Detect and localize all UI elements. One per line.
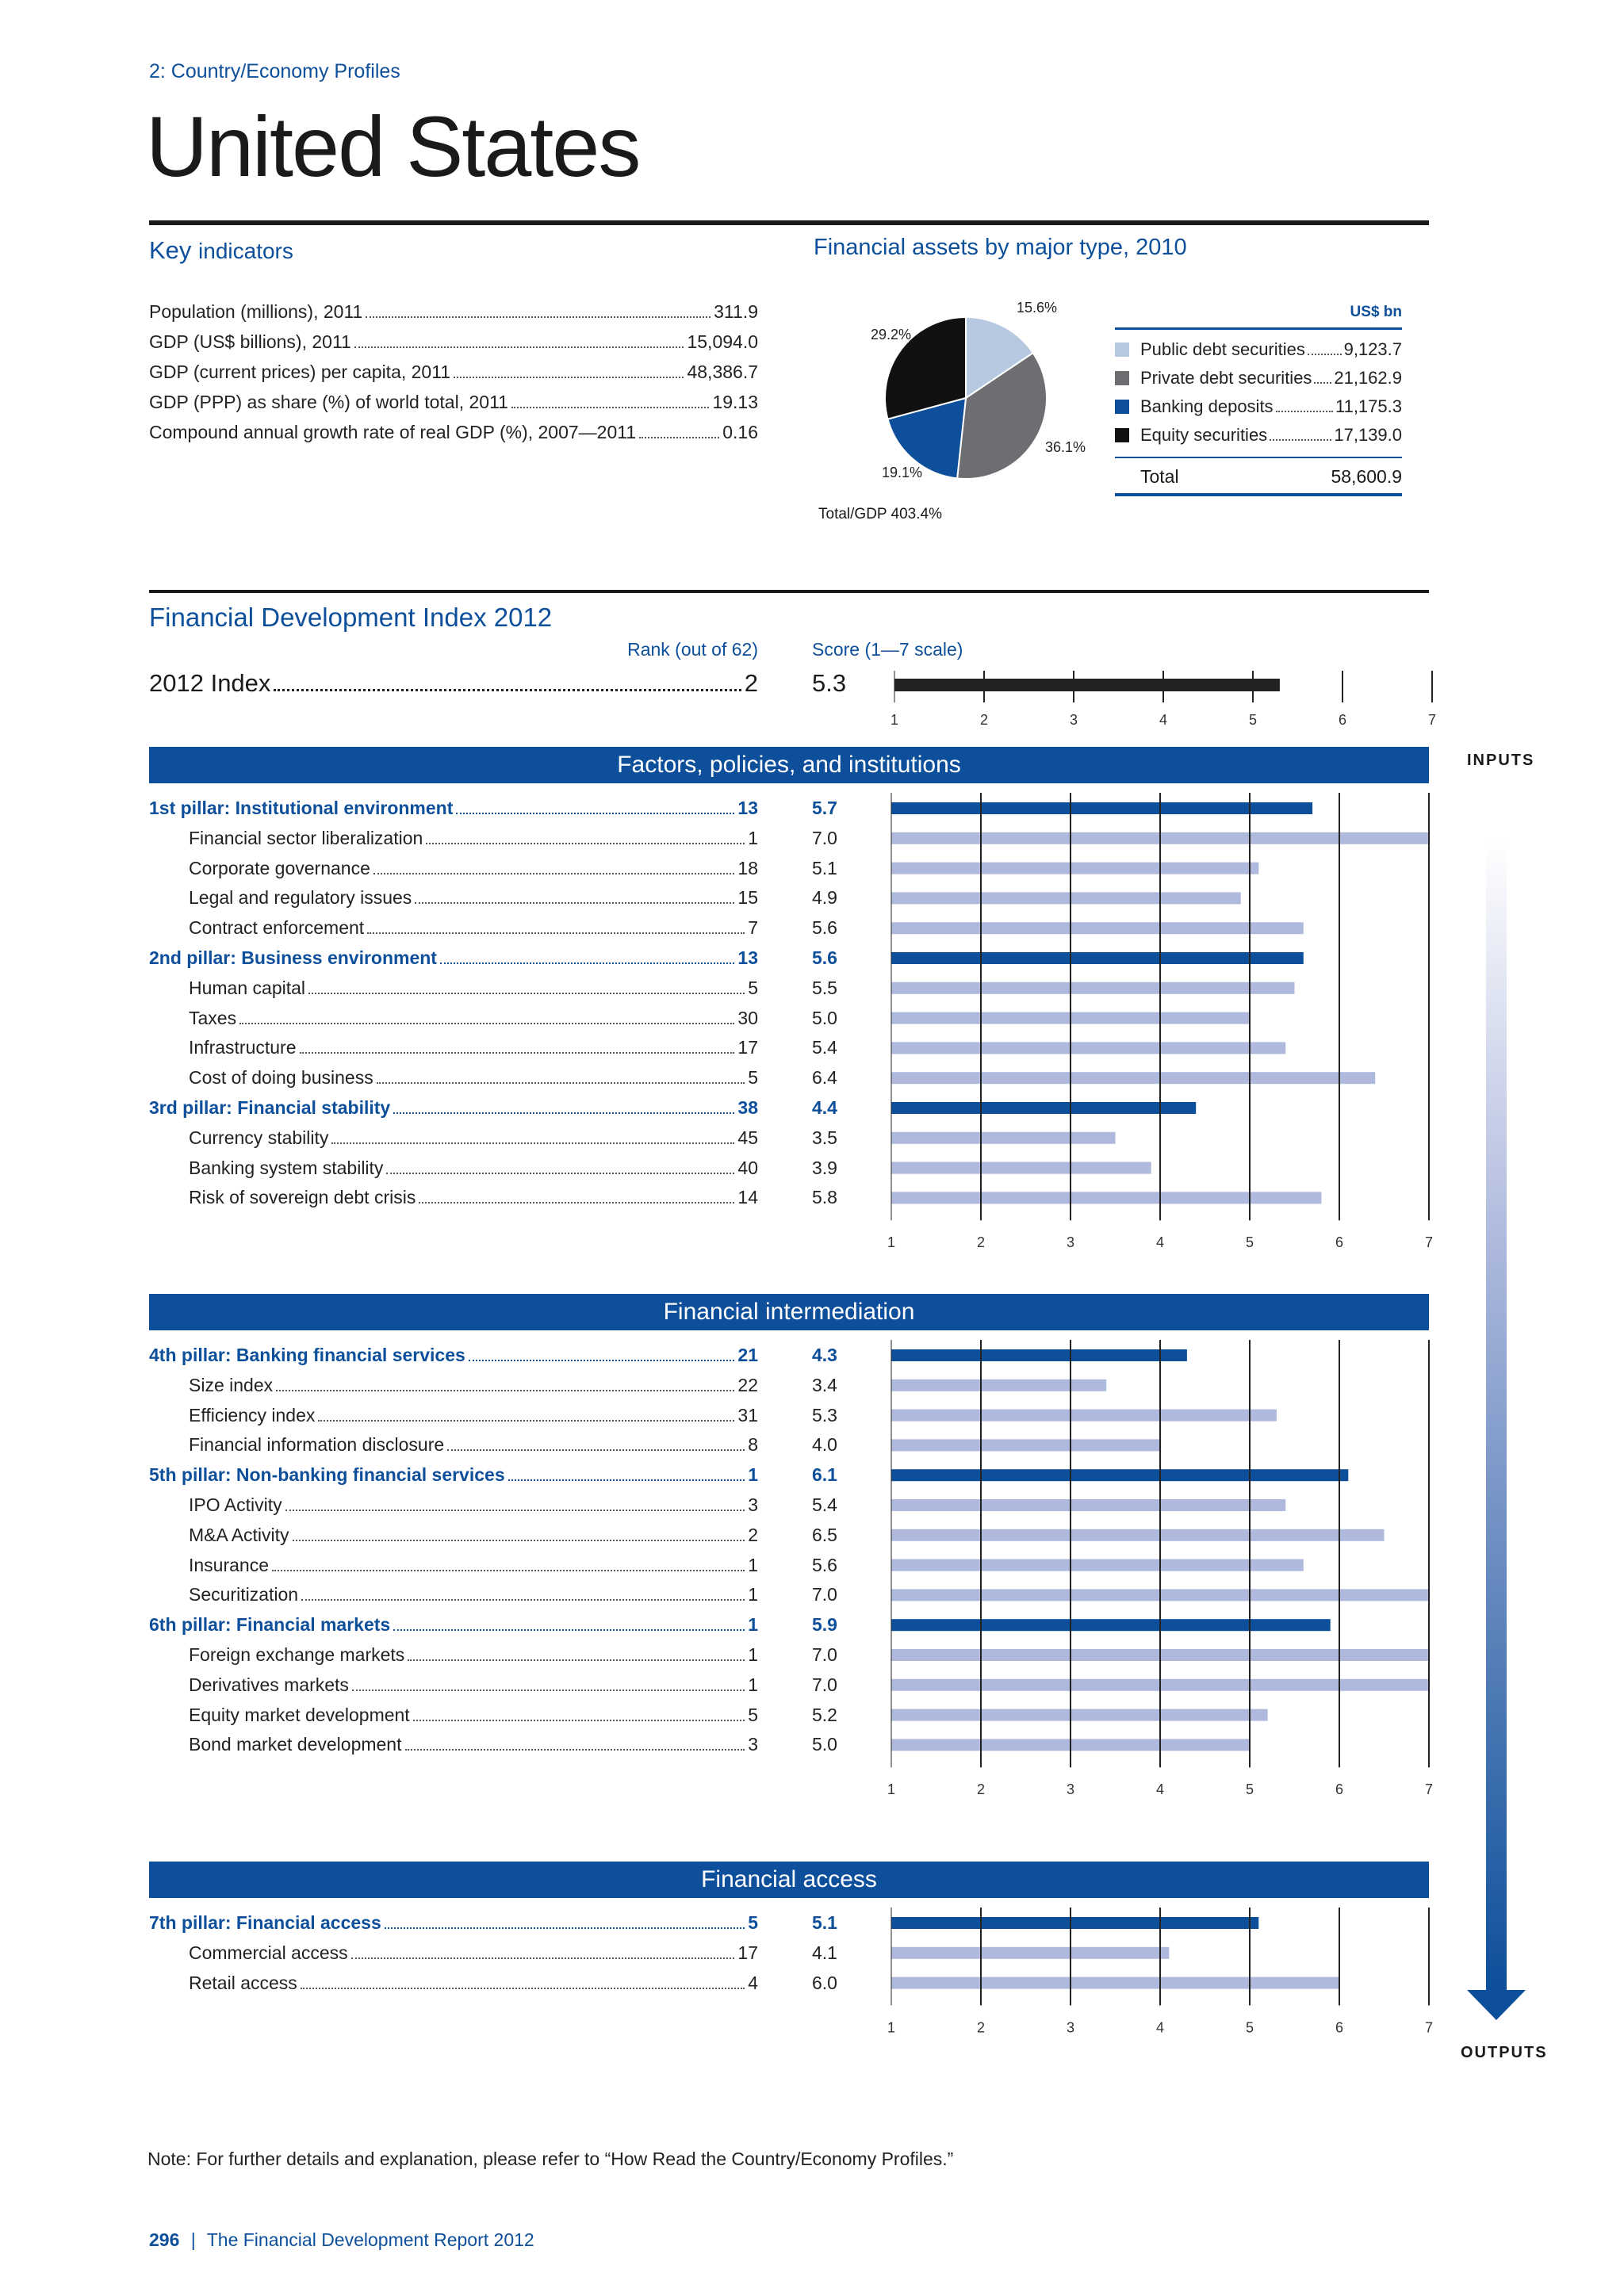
footer (149, 2229, 534, 2251)
row-label: Equity market development (189, 1704, 410, 1725)
row-rank: 45 (737, 1127, 758, 1148)
row-leader (276, 1390, 734, 1391)
row-leader (308, 993, 745, 994)
axis-tick-label: 5 (1245, 2019, 1254, 2036)
axis-tick-label: 1 (890, 712, 899, 728)
row-label: Derivatives markets (189, 1674, 349, 1695)
key-indicator-row (149, 422, 758, 443)
sub-indicator-row (189, 1555, 758, 1576)
row-score: 5.5 (812, 977, 837, 998)
row-score: 5.6 (812, 917, 837, 939)
legend-swatch (1115, 400, 1129, 414)
row-score: 6.5 (812, 1524, 837, 1545)
row-label: Human capital (189, 977, 306, 998)
row-rank: 3 (748, 1734, 758, 1755)
assets-pie-chart (848, 293, 1110, 515)
axis-tick-label: 6 (1338, 712, 1347, 728)
row-label: Infrastructure (189, 1037, 297, 1058)
row-leader (456, 813, 734, 814)
row-leader (419, 1202, 734, 1203)
legend-bottom-rule (1115, 493, 1402, 496)
row-score: 5.9 (812, 1614, 837, 1636)
index-rank: 2 (744, 669, 758, 697)
row-score: 3.4 (812, 1374, 837, 1395)
key-indicator-row (149, 301, 758, 323)
row-score: 7.0 (812, 1584, 837, 1605)
indicator-leader (354, 346, 684, 348)
row-label: Legal and regulatory issues (189, 887, 412, 909)
pillar-bar (891, 1102, 1196, 1114)
row-label: M&A Activity (189, 1524, 289, 1545)
report-title: The Financial Development Report 2012 (206, 2229, 534, 2250)
sub-indicator-bar (891, 1042, 1285, 1054)
fdi-rule (149, 590, 1429, 593)
row-rank: 17 (737, 1037, 758, 1058)
indicators-word: indicators (198, 239, 293, 263)
row-score: 4.4 (812, 1097, 837, 1118)
row-leader (318, 1420, 734, 1422)
pillar-bar (891, 1917, 1258, 1929)
sub-indicator-bar (891, 1072, 1375, 1084)
legend-swatch (1115, 428, 1129, 442)
section-banner: Financial intermediation (149, 1294, 1429, 1330)
row-label: 7th pillar: Financial access (149, 1912, 381, 1933)
axis-tick-label: 2 (976, 1234, 986, 1251)
inputs-outputs-arrow (1464, 840, 1530, 2022)
legend-swatch (1115, 342, 1129, 357)
row-leader (415, 902, 734, 904)
row-rank: 5 (748, 1704, 758, 1725)
pillar-bar (891, 1469, 1348, 1481)
row-score: 7.0 (812, 1644, 837, 1665)
legend-row (1115, 425, 1402, 446)
legend-value: 17,139.0 (1334, 425, 1402, 445)
indicator-value: 15,094.0 (687, 331, 758, 352)
index-bar-chart (891, 666, 1446, 731)
key-indicator-row (149, 362, 758, 383)
row-rank: 13 (737, 947, 758, 968)
index-score: 5.3 (812, 669, 847, 697)
row-rank: 30 (737, 1007, 758, 1028)
page-title: United States (146, 98, 640, 194)
row-leader (377, 1082, 745, 1084)
row-score: 5.1 (812, 1912, 837, 1933)
row-rank: 5 (748, 1912, 758, 1933)
row-score: 5.7 (812, 798, 837, 818)
row-rank: 3 (748, 1494, 758, 1515)
sub-indicator-row (189, 1067, 758, 1089)
row-rank: 5 (748, 977, 758, 998)
legend-leader (1270, 439, 1331, 441)
axis-tick-label: 6 (1335, 1234, 1344, 1251)
key-indicators-heading (149, 236, 293, 265)
row-label: Financial information disclosure (189, 1434, 445, 1456)
sub-indicator-bar (891, 1977, 1339, 1989)
row-rank: 40 (737, 1157, 758, 1178)
footer-separator: | (190, 2229, 196, 2250)
row-score: 5.4 (812, 1494, 837, 1515)
index-row (149, 669, 758, 698)
row-label: Taxes (189, 1007, 237, 1028)
sub-indicator-row (189, 1705, 758, 1726)
legend-label: Banking deposits (1140, 396, 1274, 416)
row-rank: 1 (748, 1464, 758, 1486)
assets-total-row (1115, 466, 1402, 488)
sub-indicator-row (189, 978, 758, 999)
axis-tick-label: 7 (1427, 712, 1437, 728)
legend-value: 21,162.9 (1334, 368, 1402, 388)
row-leader (301, 1988, 745, 1989)
legend-value: 11,175.3 (1335, 396, 1402, 416)
row-label: Size index (189, 1374, 274, 1395)
axis-tick-label: 1 (887, 2019, 896, 2036)
row-label: 2nd pillar: Business environment (149, 947, 437, 968)
row-leader (285, 1510, 745, 1511)
axis-tick-label: 7 (1424, 2019, 1434, 2036)
legend-leader (1314, 382, 1331, 384)
pillar-row (149, 1345, 758, 1366)
row-rank: 18 (737, 857, 758, 878)
sub-indicator-row (189, 1584, 758, 1605)
legend-mid-rule (1115, 457, 1402, 458)
row-score: 7.0 (812, 1674, 837, 1695)
axis-tick-label: 6 (1335, 2019, 1344, 2036)
total-gdp-label: Total/GDP 403.4% (818, 506, 942, 522)
sub-indicator-bar (891, 1192, 1321, 1203)
sub-indicator-bar (891, 892, 1241, 904)
row-label: Banking system stability (189, 1157, 384, 1178)
row-rank: 7 (748, 917, 758, 939)
row-label: IPO Activity (189, 1494, 282, 1515)
key-indicator-row (149, 392, 758, 413)
row-label: Risk of sovereign debt crisis (189, 1187, 416, 1208)
sub-indicator-bar (891, 1380, 1106, 1391)
row-label: Retail access (189, 1972, 297, 1993)
row-label: Corporate governance (189, 857, 370, 878)
row-score: 5.1 (812, 857, 837, 878)
axis-tick-label: 4 (1155, 1234, 1165, 1251)
row-leader (385, 1927, 745, 1929)
row-label: Insurance (189, 1554, 270, 1575)
assets-heading: Financial assets by major type, 2010 (814, 235, 1187, 260)
sub-indicator-bar (891, 922, 1304, 934)
row-leader (272, 1570, 745, 1571)
index-bar (894, 679, 1280, 691)
row-score: 5.6 (812, 947, 837, 968)
row-label: 5th pillar: Non-banking financial services (149, 1464, 505, 1486)
score-header: Score (1—7 scale) (812, 639, 963, 660)
key-indicator-row (149, 331, 758, 353)
top-rule (149, 220, 1429, 225)
axis-tick-label: 4 (1155, 1781, 1165, 1798)
row-rank: 38 (737, 1097, 758, 1118)
row-leader (508, 1479, 745, 1481)
row-score: 5.4 (812, 1037, 837, 1058)
row-leader (447, 1449, 745, 1451)
row-rank: 21 (737, 1345, 758, 1365)
pillar-row (149, 1614, 758, 1636)
row-leader (393, 1629, 745, 1631)
sub-indicator-bar (891, 1132, 1116, 1144)
legend-label: Public debt securities (1140, 339, 1305, 359)
row-rank: 1 (748, 1584, 758, 1605)
inputs-label: INPUTS (1467, 752, 1535, 769)
row-leader (293, 1540, 745, 1541)
row-rank: 1 (748, 1614, 758, 1636)
row-score: 5.3 (812, 1404, 837, 1425)
indicator-leader (511, 407, 709, 408)
row-label: 1st pillar: Institutional environment (149, 798, 454, 818)
axis-tick-label: 3 (1066, 1234, 1075, 1251)
row-rank: 5 (748, 1067, 758, 1089)
total-value: 58,600.9 (1331, 466, 1402, 487)
row-label: Cost of doing business (189, 1067, 373, 1089)
row-score: 7.0 (812, 827, 837, 848)
row-label: Commercial access (189, 1942, 348, 1963)
row-leader (367, 932, 745, 934)
row-leader (351, 1957, 735, 1959)
row-score: 5.2 (812, 1704, 837, 1725)
indicator-value: 48,386.7 (687, 362, 758, 382)
row-leader (413, 1720, 745, 1721)
legend-swatch (1115, 371, 1129, 385)
sub-indicator-row (189, 1674, 758, 1696)
row-score: 5.0 (812, 1734, 837, 1755)
row-label: Bond market development (189, 1734, 402, 1755)
sub-indicator-row (189, 858, 758, 879)
section-bar-chart (888, 1908, 1443, 2037)
row-label: Contract enforcement (189, 917, 365, 939)
row-label: 6th pillar: Financial markets (149, 1614, 391, 1636)
sub-indicator-row (189, 1008, 758, 1029)
sub-indicator-bar (891, 1947, 1169, 1959)
pie-slice-label: 19.1% (882, 465, 923, 480)
row-label: 4th pillar: Banking financial services (149, 1345, 465, 1365)
row-score: 6.4 (812, 1067, 837, 1089)
axis-tick-label: 1 (887, 1234, 896, 1251)
axis-tick-label: 3 (1066, 2019, 1075, 2036)
axis-tick-label: 5 (1245, 1781, 1254, 1798)
row-leader (331, 1142, 734, 1144)
axis-tick-label: 2 (979, 712, 989, 728)
row-leader (300, 1052, 735, 1054)
indicator-value: 19.13 (712, 392, 758, 412)
legend-row (1115, 339, 1402, 360)
indicator-value: 0.16 (722, 422, 758, 442)
legend-row (1115, 396, 1402, 417)
row-score: 3.5 (812, 1127, 837, 1148)
axis-tick-label: 4 (1159, 712, 1168, 728)
row-rank: 15 (737, 887, 758, 909)
axis-tick-label: 2 (976, 2019, 986, 2036)
pie-slice-label: 15.6% (1017, 300, 1058, 316)
section-bar-chart (888, 793, 1443, 1252)
section-banner: Financial access (149, 1862, 1429, 1898)
sub-indicator-row (189, 1942, 758, 1964)
sub-indicator-bar (891, 982, 1295, 994)
row-score: 4.3 (812, 1345, 837, 1365)
axis-tick-label: 1 (887, 1781, 896, 1798)
row-score: 4.1 (812, 1942, 837, 1963)
sub-indicator-row (189, 917, 758, 939)
pillar-row (149, 1464, 758, 1486)
sub-indicator-bar (891, 1162, 1151, 1174)
sub-indicator-row (189, 1405, 758, 1426)
sub-indicator-bar (891, 863, 1258, 874)
indicator-leader (366, 316, 710, 318)
row-rank: 17 (737, 1942, 758, 1963)
row-rank: 2 (748, 1524, 758, 1545)
row-label: Currency stability (189, 1127, 329, 1148)
sub-indicator-bar (891, 1709, 1268, 1721)
sub-indicator-bar (891, 1529, 1385, 1541)
row-rank: 14 (737, 1187, 758, 1208)
sub-indicator-row (189, 1494, 758, 1516)
pillar-bar (891, 1349, 1187, 1361)
row-leader (373, 873, 735, 874)
sub-indicator-bar (891, 1559, 1304, 1571)
index-label: 2012 Index (149, 669, 271, 697)
row-leader (405, 1749, 745, 1751)
index-leader (274, 689, 741, 691)
row-score: 6.1 (812, 1464, 837, 1486)
row-rank: 1 (748, 1674, 758, 1695)
total-label: Total (1140, 466, 1179, 487)
indicator-label: Population (millions), 2011 (149, 301, 363, 322)
legend-value: 9,123.7 (1343, 339, 1402, 359)
row-label: Securitization (189, 1584, 299, 1605)
sub-indicator-bar (891, 1499, 1285, 1511)
sub-indicator-row (189, 1187, 758, 1208)
pie-slice-label: 29.2% (871, 327, 912, 342)
sub-indicator-row (189, 887, 758, 909)
row-rank: 1 (748, 827, 758, 848)
pie-slice-label: 36.1% (1045, 439, 1086, 455)
sub-indicator-row (189, 1434, 758, 1456)
row-rank: 1 (748, 1554, 758, 1575)
axis-tick-label: 2 (976, 1781, 986, 1798)
unit-label: US$ bn (1350, 304, 1402, 320)
row-score: 3.9 (812, 1157, 837, 1178)
axis-tick-label: 5 (1245, 1234, 1254, 1251)
row-leader (352, 1689, 745, 1691)
row-leader (440, 962, 734, 964)
section-label: 2: Country/Economy Profiles (149, 60, 400, 82)
page-number: 296 (149, 2229, 180, 2250)
pillar-row (149, 1912, 758, 1934)
row-rank: 8 (748, 1434, 758, 1456)
axis-tick-label: 6 (1335, 1781, 1344, 1798)
axis-tick-label: 5 (1248, 712, 1258, 728)
sub-indicator-bar (891, 1439, 1160, 1451)
row-leader (393, 1112, 734, 1114)
row-rank: 1 (748, 1644, 758, 1665)
sub-indicator-row (189, 828, 758, 849)
row-label: Financial sector liberalization (189, 827, 423, 848)
row-rank: 4 (748, 1972, 758, 1993)
sub-indicator-bar (891, 1410, 1277, 1422)
row-rank: 31 (737, 1404, 758, 1425)
legend-leader (1308, 354, 1342, 355)
legend-row (1115, 368, 1402, 388)
sub-indicator-row (189, 1644, 758, 1666)
legend-label: Private debt securities (1140, 368, 1312, 388)
axis-tick-label: 4 (1155, 2019, 1165, 2036)
section-banner: Factors, policies, and institutions (149, 747, 1429, 783)
row-score: 5.8 (812, 1187, 837, 1208)
axis-tick-label: 3 (1069, 712, 1078, 728)
sub-indicator-row (189, 1158, 758, 1179)
pillar-bar (891, 1619, 1331, 1631)
legend-top-rule (1115, 327, 1402, 330)
section-bar-chart (888, 1340, 1443, 1799)
axis-tick-label: 3 (1066, 1781, 1075, 1798)
row-leader (239, 1023, 734, 1024)
pillar-row (149, 1097, 758, 1119)
outputs-label: OUTPUTS (1461, 2044, 1548, 2061)
pillar-row (149, 798, 758, 819)
row-label: Foreign exchange markets (189, 1644, 405, 1665)
sub-indicator-row (189, 1973, 758, 1994)
pillar-bar (891, 952, 1304, 964)
legend-leader (1276, 411, 1333, 412)
row-leader (386, 1173, 734, 1174)
row-score: 5.6 (812, 1554, 837, 1575)
row-rank: 13 (737, 798, 758, 818)
key-word: Key (149, 236, 192, 264)
axis-tick-label: 7 (1424, 1781, 1434, 1798)
fdi-heading: Financial Development Index 2012 (149, 603, 553, 632)
axis-tick-label: 7 (1424, 1234, 1434, 1251)
indicator-leader (454, 377, 684, 378)
sub-indicator-row (189, 1375, 758, 1396)
row-leader (408, 1659, 745, 1661)
indicator-leader (639, 437, 719, 438)
sub-indicator-row (189, 1127, 758, 1149)
row-leader (469, 1360, 735, 1361)
row-label: 3rd pillar: Financial stability (149, 1097, 391, 1118)
legend-label: Equity securities (1140, 425, 1268, 445)
row-score: 6.0 (812, 1972, 837, 1993)
sub-indicator-row (189, 1525, 758, 1546)
row-score: 5.0 (812, 1007, 837, 1028)
row-rank: 22 (737, 1374, 758, 1395)
indicator-label: GDP (US$ billions), 2011 (149, 331, 351, 352)
rank-header: Rank (out of 62) (627, 639, 758, 660)
footnote: Note: For further details and explanation, please refer to “How Read the Country/Economy Profiles.” (147, 2149, 954, 2169)
indicator-label: Compound annual growth rate of real GDP (%), 2007—2011 (149, 422, 637, 442)
pillar-row (149, 947, 758, 969)
indicator-value: 311.9 (714, 301, 758, 322)
sub-indicator-row (189, 1037, 758, 1058)
row-label: Efficiency index (189, 1404, 316, 1425)
row-leader (301, 1599, 745, 1601)
sub-indicator-row (189, 1734, 758, 1755)
row-leader (426, 843, 745, 844)
indicator-label: GDP (current prices) per capita, 2011 (149, 362, 451, 382)
indicator-label: GDP (PPP) as share (%) of world total, 2011 (149, 392, 508, 412)
row-score: 4.0 (812, 1434, 837, 1456)
row-score: 4.9 (812, 887, 837, 909)
